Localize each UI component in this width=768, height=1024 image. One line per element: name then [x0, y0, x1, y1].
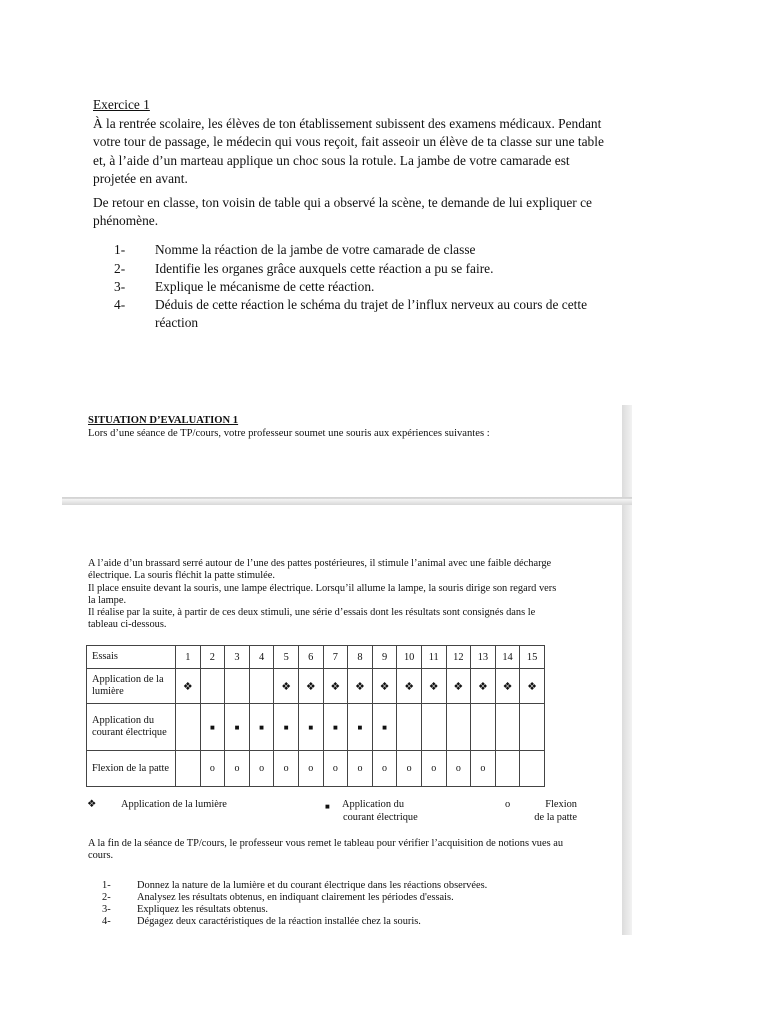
table-cell [520, 704, 545, 751]
table-cell [298, 669, 323, 704]
results-table [86, 645, 545, 787]
question-text: Identifie les organes grâce auxquels cette réaction a pu se faire. [155, 260, 494, 276]
table-cell [176, 704, 201, 751]
exercise-paragraph-1: À la rentrée scolaire, les élèves de ton établissement subissent des examens médicaux. Pendant votre tour de passage, le médecin qui vous reçoit, fait asseoir un élève de ta classe sur une table et, à l’aide d’un marteau applique un choc sous la rotule. La jambe de votre camarade est projetée en avant. [93, 116, 604, 186]
table-cell [323, 669, 348, 704]
light-mark: ❖ [305, 680, 316, 693]
table-cell [446, 669, 471, 704]
table-cell [495, 704, 520, 751]
table-cell [372, 751, 397, 787]
table-cell [298, 751, 323, 787]
table-cell [397, 669, 422, 704]
table-cell [176, 751, 201, 787]
trial-number-cell: 3 [225, 646, 250, 669]
exercise-question-list [93, 241, 613, 332]
light-mark: ❖ [182, 680, 193, 693]
page-edge-shadow [622, 505, 632, 935]
table-header-label: Essais [87, 646, 176, 669]
table-header-row [87, 646, 545, 669]
table-cell [471, 669, 496, 704]
flexion-mark: o [431, 763, 437, 774]
table-cell [471, 704, 496, 751]
light-mark: ❖ [477, 680, 488, 693]
current-mark: ■ [283, 722, 289, 732]
light-mark: ❖ [404, 680, 415, 693]
flexion-mark: o [382, 763, 388, 774]
table-cell [298, 704, 323, 751]
closing-intro: A la fin de la séance de TP/cours, le professeur vous remet le tableau pour vérifier l’acquisition de notions vues au cours. [88, 838, 564, 862]
current-mark: ■ [259, 722, 264, 732]
table-cell [397, 704, 422, 751]
question-number: 1- [114, 242, 126, 258]
table-cell [200, 704, 225, 751]
trial-number-cell: 10 [397, 646, 422, 669]
current-mark: ■ [332, 722, 338, 732]
trial-number-cell: 9 [372, 646, 397, 669]
light-mark: ❖ [355, 680, 365, 693]
question-number: 2- [114, 260, 126, 276]
current-mark: ■ [308, 722, 314, 732]
table-cell [446, 751, 471, 787]
current-mark: ■ [382, 722, 387, 732]
table-cell [421, 751, 446, 787]
table-cell [421, 669, 446, 704]
closing-question [88, 904, 568, 916]
legend-light-label: Application de la lumière [121, 799, 227, 810]
legend-flex-line-1 [505, 799, 577, 812]
closing-question [88, 916, 568, 928]
flexion-mark: o [455, 763, 461, 774]
flexion-mark: o [406, 763, 412, 774]
question-text: Analysez les résultats obtenus, en indiquant clairement les périodes d'essais. [137, 891, 454, 903]
exercise-paragraph-2: De retour en classe, ton voisin de table qui a observé la scène, te demande de lui expliquer ce phénomène. [93, 195, 592, 229]
table-cell [348, 751, 373, 787]
question-number: 4- [102, 916, 111, 928]
closing-question [88, 892, 568, 904]
light-mark: ❖ [527, 680, 538, 693]
exercise-question [93, 296, 613, 332]
table-cell [446, 704, 471, 751]
table-cell [249, 704, 274, 751]
legend-flex-label [505, 799, 577, 824]
table-cell [520, 751, 545, 787]
question-number: 4- [114, 297, 126, 313]
trial-number-cell: 7 [323, 646, 348, 669]
trial-number-cell: 4 [249, 646, 274, 669]
exercise-1 [93, 96, 613, 332]
trial-number-cell: 12 [446, 646, 471, 669]
table-cell [225, 751, 250, 787]
table-cell [274, 751, 299, 787]
table-cell [225, 669, 250, 704]
row-current [87, 704, 545, 751]
light-mark: ❖ [453, 680, 464, 693]
page-edge-shadow [622, 405, 632, 497]
light-mark: ❖ [281, 680, 292, 693]
table-cell [495, 669, 520, 704]
light-mark: ❖ [428, 680, 439, 693]
legend-flex-symbol: o [505, 799, 511, 810]
table-cell [274, 704, 299, 751]
trial-number-cell: 6 [298, 646, 323, 669]
exercise-title: Exercice 1 [93, 97, 150, 112]
table-cell [348, 669, 373, 704]
light-mark: ❖ [379, 680, 390, 693]
legend-flex-text-1: Flexion [545, 799, 577, 810]
question-text: Donnez la nature de la lumière et du courant électrique dans les réactions observées. [137, 879, 488, 891]
trial-number-cell: 5 [274, 646, 299, 669]
exercise-question [93, 241, 613, 259]
flexion-mark: o [283, 763, 289, 774]
light-mark: ❖ [330, 680, 341, 693]
trial-number-cell: 14 [495, 646, 520, 669]
trial-number-cell: 11 [421, 646, 446, 669]
experiment-paragraph-3: Il réalise par la suite, à partir de ces deux stimuli, une série d’essais dont les résultats sont consignés dans le tableau ci-dessous. [88, 607, 536, 631]
row-light [87, 669, 545, 704]
page-edge-shadow [62, 499, 632, 505]
legend-current-line-1: Application du [342, 799, 405, 810]
experiment-paragraph-2: Il place ensuite devant la souris, une lampe électrique. Lorsqu’il allume la lampe, la souris dirige son regard vers la lampe. [88, 582, 557, 606]
table-cell [176, 669, 201, 704]
question-number: 3- [102, 904, 111, 916]
light-mark: ❖ [502, 680, 513, 693]
legend-flex-line-2: de la patte [534, 811, 577, 823]
flexion-mark: o [332, 763, 338, 774]
question-number: 3- [114, 278, 126, 294]
table-cell [323, 704, 348, 751]
table-cell [520, 669, 545, 704]
table-cell [323, 751, 348, 787]
current-mark: ■ [357, 722, 363, 732]
table-cell [348, 704, 373, 751]
closing-question-list [88, 880, 568, 929]
table-cell [421, 704, 446, 751]
closing-question [88, 880, 568, 892]
table-cell [397, 751, 422, 787]
exercise-question [93, 260, 613, 278]
legend-current-line-2: courant électrique [343, 811, 418, 823]
table-cell [225, 704, 250, 751]
current-mark: ■ [234, 722, 240, 732]
situation-intro: Lors d’une séance de TP/cours, votre professeur soumet une souris aux expériences suivantes : [88, 428, 490, 439]
question-text: Explique le mécanisme de cette réaction. [155, 278, 375, 294]
closing-section [88, 838, 568, 929]
table-cell [372, 704, 397, 751]
experiment-description [88, 558, 558, 632]
flexion-mark: o [308, 763, 314, 774]
question-text: Dégagez deux caractéristiques de la réaction installée chez la souris. [137, 916, 421, 928]
flexion-mark: o [259, 763, 265, 774]
table-cell [274, 669, 299, 704]
exercise-question [93, 278, 613, 296]
table-cell [471, 751, 496, 787]
table-cell [495, 751, 520, 787]
question-text: Déduis de cette réaction le schéma du trajet de l’influx nerveux au cours de cette réaction [155, 297, 588, 331]
table-cell [200, 751, 225, 787]
flexion-mark: o [480, 763, 486, 774]
flexion-mark: o [209, 763, 215, 774]
question-number: 2- [102, 891, 111, 903]
situation-title: SITUATION D’EVALUATION 1 [88, 415, 239, 426]
situation-header [88, 414, 608, 440]
question-number: 1- [102, 879, 111, 891]
question-text: Expliquez les résultats obtenus. [137, 904, 269, 916]
flexion-mark: o [234, 763, 240, 774]
row-light-label: Application de la lumière [87, 669, 176, 704]
trial-number-cell: 15 [520, 646, 545, 669]
trial-number-cell: 2 [200, 646, 225, 669]
row-current-label: Application du courant électrique [87, 704, 176, 751]
current-mark: ■ [209, 722, 215, 732]
table-cell [249, 751, 274, 787]
experiment-paragraph-1: A l’aide d’un brassard serré autour de l’une des pattes postérieures, il stimule l’animal avec une faible décharge électrique. La souris fléchit la patte stimulée. [88, 558, 552, 582]
trial-number-cell: 1 [176, 646, 201, 669]
question-text: Nomme la réaction de la jambe de votre camarade de classe [155, 242, 476, 258]
legend-current-label [342, 799, 418, 824]
row-flexion [87, 751, 545, 787]
trial-number-cell: 13 [471, 646, 496, 669]
trial-number-cell: 8 [348, 646, 373, 669]
table-cell [200, 669, 225, 704]
table-cell [372, 669, 397, 704]
table-cell [249, 669, 274, 704]
legend-light-symbol: ❖ [87, 799, 97, 810]
legend-current-symbol: ■ [325, 802, 330, 811]
flexion-mark: o [357, 763, 363, 774]
row-flexion-label: Flexion de la patte [87, 751, 176, 787]
